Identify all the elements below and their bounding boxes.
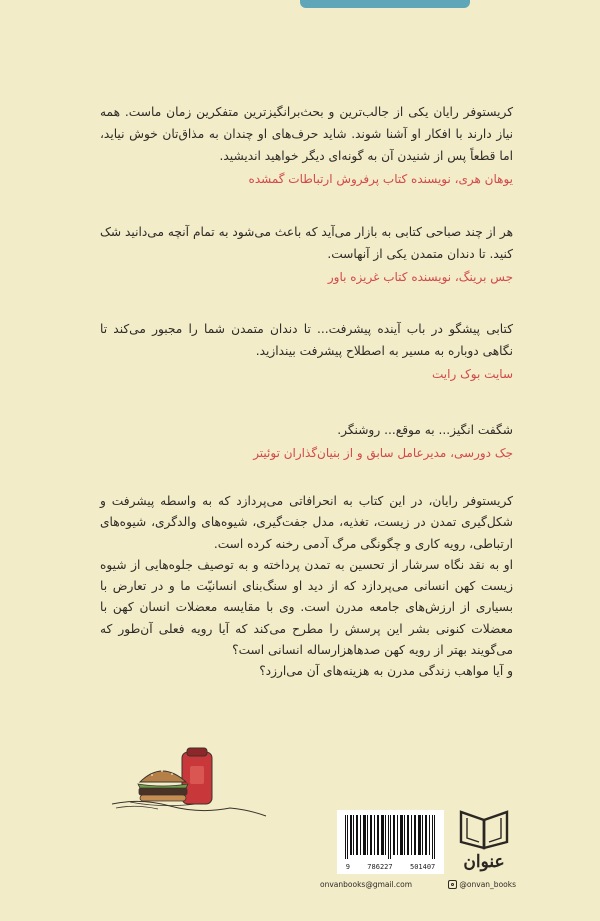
quote-2 [100, 221, 513, 288]
quote-text: کتابی پیشگو در باب آینده پیشرفت... تا دندان متمدن شما را مجبور می‌کند تا نگاهی دوباره به مسیر به اصطلاح پیشرفت بیندازید. [100, 322, 513, 358]
barcode-digit-group: 786227 [367, 863, 393, 871]
instagram-handle[interactable] [448, 880, 516, 889]
summary-paragraph-1: کریستوفر رایان، در این کتاب به انحرافاتی می‌پردازد که به واسطه پیشرفت و شکل‌گیری تمدن در زیست، تغذیه، مدل جفت‌گیری، شیوه‌های والدگری، شیوه‌های ارتباطی، رویه کاری و چگونگی مرگ آدمی رخنه کرده است. [100, 494, 513, 551]
summary-paragraph-2: او به نقد نگاه سرشار از تحسین به تمدن پرداخته و به توصیف جلوه‌هایی از شیوه زیست کهن انسانی می‌پردازد که از دید او سنگ‌بنای انسانیّت ما و در تعارض با بسیاری از ارزش‌های جامعه مدرن است. وی با مقایسه معضلات انسان کهن با معضلات کنونی بشر این پرسش را مطرح می‌کند که آیا رویه فعلی آن‌طور که می‌گویند بهتر از رویه کهن صدهاهزارساله انسانی است؟ [100, 557, 513, 658]
barcode-digit-group: 9 [345, 863, 350, 871]
instagram-text: @onvan_books [459, 880, 516, 889]
quote-attribution: سایت بوک رایت [432, 367, 513, 381]
barcode-digit-group: 501407 [409, 863, 436, 871]
summary-paragraph-3: و آیا مواهب زندگی مدرن به هزینه‌های آن می‌ارزد؟ [259, 664, 513, 679]
quote-text: کریستوفر رایان یکی از جالب‌ترین و بحث‌برانگیزترین متفکرین زمان ماست. همه نیاز دارند با افکار او آشنا شوند. شاید حرف‌های او چندان به مذاق‌تان خوش نیاید، اما قطعاً پس از شنیدن آن به گونه‌ای دیگر خواهید اندیشید. [100, 105, 513, 163]
publisher-logo [453, 808, 515, 872]
book-summary [100, 491, 513, 683]
quote-1 [100, 101, 513, 190]
instagram-icon [448, 880, 457, 889]
burger-illustration [100, 746, 270, 818]
footer [320, 880, 516, 889]
quote-3 [100, 318, 513, 385]
publisher-book-logo [453, 808, 515, 850]
quote-text: شگفت انگیز... به موقع... روشنگر. [337, 423, 513, 437]
barcode [337, 810, 444, 874]
barcode-bars [343, 815, 438, 859]
quote-attribution: یوهان هری، نویسنده کتاب پرفروش ارتباطات گمشده [248, 172, 513, 186]
barcode-number [337, 863, 444, 871]
quote-4 [100, 419, 513, 464]
email-link[interactable]: onvanbooks@gmail.com [320, 880, 413, 889]
quote-attribution: جس برینگ، نویسنده کتاب غریزه باور [327, 270, 513, 284]
publisher-name: عنوان [463, 852, 505, 872]
top-accent-strip [300, 0, 470, 8]
quote-attribution: جک دورسی، مدیرعامل سابق و از بنیان‌گذاران توئیتر [253, 446, 513, 460]
quote-text: هر از چند صباحی کتابی به بازار می‌آید که باعث می‌شود به تمام آنچه می‌دانید شک کنید. تا دندان متمدن یکی از آنهاست. [100, 225, 513, 261]
